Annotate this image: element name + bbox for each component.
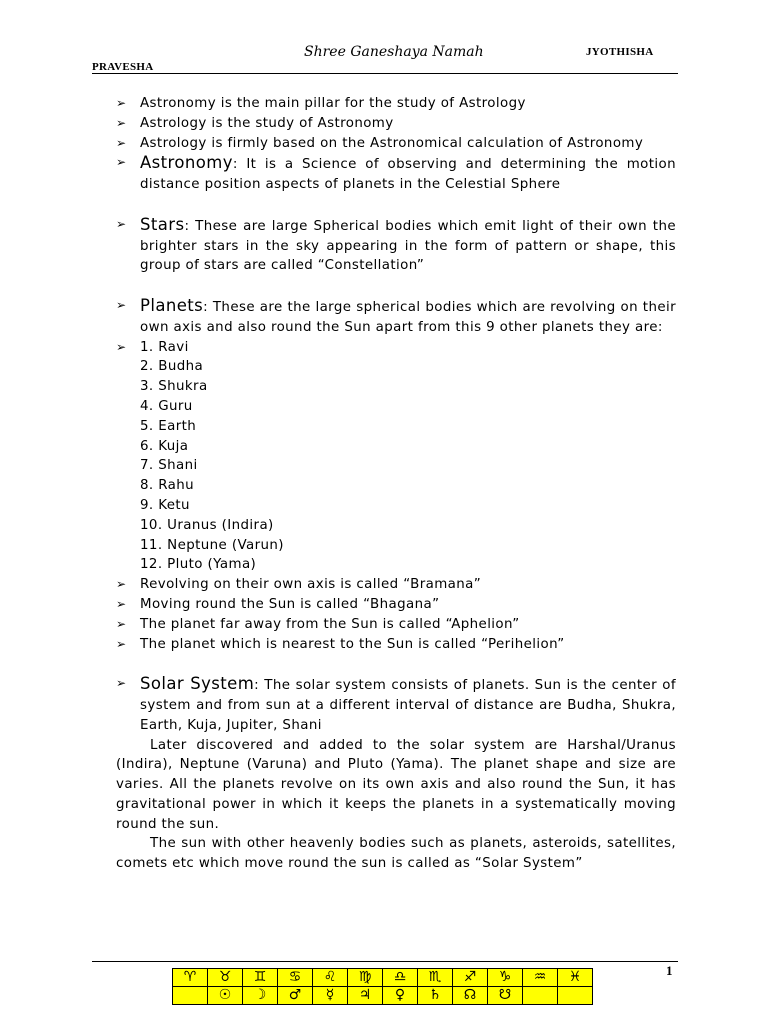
moon-symbol-icon: ☽ — [243, 987, 278, 1005]
leo-symbol-icon: ♌ — [313, 969, 348, 987]
definition-end: ” — [512, 616, 520, 632]
term-stars: Stars — [140, 214, 185, 234]
definition-text: Moving round the Sun is called “ — [140, 596, 371, 612]
empty-cell — [558, 987, 593, 1005]
zodiac-row — [173, 969, 593, 987]
planet-list-item: ➢ 1. Ravi — [116, 338, 676, 358]
bullet-astronomy — [116, 153, 676, 195]
bullet-stars — [116, 215, 676, 276]
saturn-symbol-icon: ♄ — [418, 987, 453, 1005]
mercury-symbol-icon: ☿ — [313, 987, 348, 1005]
definition-end: ” — [432, 596, 440, 612]
definition-end: ” — [473, 577, 482, 593]
page-body — [116, 94, 676, 874]
planet-row — [173, 987, 593, 1005]
pisces-symbol-icon: ♓ — [558, 969, 593, 987]
page-number: 1 — [666, 963, 673, 978]
bullet-definition — [116, 575, 676, 595]
aquarius-symbol-icon: ♒ — [523, 969, 558, 987]
empty-cell — [523, 987, 558, 1005]
bullet-solar-system — [116, 674, 676, 735]
planets-text: : These are the large spherical bodies which are revolving on their own axis and also round the Sun apart from this 9 other planets they are: — [140, 299, 676, 335]
gemini-symbol-icon: ♊ — [243, 969, 278, 987]
planet-list-item: 4. Guru — [140, 398, 193, 414]
planet-list-item: 5. Earth — [140, 418, 197, 434]
header-left-title: PRAVESHA — [92, 61, 154, 73]
libra-symbol-icon: ♎ — [383, 969, 418, 987]
bullet-definition — [116, 635, 676, 655]
planet-list-item: 12. Pluto (Yama) — [140, 557, 257, 573]
solar-text: : The solar system consists of planets. Sun is the center of system and from sun at a different interval of distance are Budha, Shukra, Earth, Kuja, Jupiter, Shani — [140, 678, 676, 733]
scorpio-symbol-icon: ♏ — [418, 969, 453, 987]
definition-keyword: Bhagana — [370, 596, 433, 612]
header-right-title: JYOTHISHA — [586, 46, 654, 58]
capricorn-symbol-icon: ♑ — [488, 969, 523, 987]
bullet-definition — [116, 615, 676, 635]
sun-symbol-icon: ☉ — [208, 987, 243, 1005]
empty-cell — [173, 987, 208, 1005]
planet-list-item: 3. Shukra — [140, 379, 208, 395]
header-title: Shree Ganeshaya Namah — [304, 44, 484, 60]
planet-list-item: 8. Rahu — [140, 478, 195, 494]
cancer-symbol-icon: ♋ — [278, 969, 313, 987]
planet-list-item: 10. Uranus (Indira) — [140, 517, 274, 533]
definition-keyword: Bramana — [410, 577, 474, 593]
solar-paragraph-3 — [116, 834, 676, 874]
definition-text: Revolving on their own axis is called “ — [140, 577, 411, 593]
zodiac-symbol-table — [172, 968, 593, 1005]
aries-symbol-icon: ♈ — [173, 969, 208, 987]
jupiter-symbol-icon: ♃ — [348, 987, 383, 1005]
virgo-symbol-icon: ♍ — [348, 969, 383, 987]
planet-list-item: 9. Ketu — [140, 497, 190, 513]
ketu-node-icon: ☋ — [488, 987, 523, 1005]
definition-keyword: Aphelion — [451, 616, 513, 632]
planet-list-item: 2. Budha — [140, 359, 204, 375]
definition-keyword: Perihelion — [488, 636, 558, 652]
header-rule — [92, 73, 678, 74]
bullet-definition — [116, 595, 676, 615]
definition-text: The planet which is nearest to the Sun is called “ — [140, 636, 489, 652]
bullet-intro-3: ➢ Astrology is firmly based on the Astronomical calculation of Astronomy — [116, 134, 676, 154]
bullet-intro-1: ➢ Astronomy is the main pillar for the study of Astrology — [116, 94, 676, 114]
solar-keyword: Solar System — [482, 856, 576, 872]
bullet-intro-2: ➢ Astrology is the study of Astronomy — [116, 114, 676, 134]
stars-end: ” — [416, 258, 425, 274]
planet-list-item: 6. Kuja — [140, 438, 189, 454]
definition-text: The planet far away from the Sun is called “ — [140, 616, 452, 632]
definition-end: ” — [557, 636, 565, 652]
stars-keyword: Constellation — [324, 258, 417, 274]
venus-symbol-icon: ♀ — [383, 987, 418, 1005]
astronomy-text: : It is a Science of observing and determining the motion distance position aspects of planets in the Celestial Sphere — [140, 157, 676, 193]
bullet-planets — [116, 296, 676, 338]
planet-list-item: 11. Neptune (Varun) — [140, 537, 284, 553]
mars-symbol-icon: ♂ — [278, 987, 313, 1005]
planet-list-item: 7. Shani — [140, 458, 198, 474]
taurus-symbol-icon: ♉ — [208, 969, 243, 987]
footer-rule — [92, 961, 678, 962]
rahu-node-icon: ☊ — [453, 987, 488, 1005]
term-astronomy: Astronomy — [140, 153, 233, 173]
sagittarius-symbol-icon: ♐ — [453, 969, 488, 987]
term-planets: Planets — [140, 295, 204, 315]
solar-paragraph-3-text: The sun with other heavenly bodies such as planets, asteroids, satellites, comets etc which move round the sun is called as “ — [116, 836, 676, 872]
term-solar-system: Solar System — [140, 674, 255, 694]
solar-paragraph-2: Later discovered and added to the solar system are Harshal/Uranus (Indira), Neptune (Varuna) and Pluto (Yama). The planet shape and size are varies. All the planets revolve on its own axis and also round the Sun, it has gravitational power in which it keeps the planets in a systematically moving round the sun. — [116, 737, 676, 832]
stars-text: : These are large Spherical bodies which emit light of their own the brighter stars in the sky appearing in the form of pattern or shape, this group of stars are called “ — [140, 218, 676, 274]
solar-end: ” — [575, 856, 583, 872]
